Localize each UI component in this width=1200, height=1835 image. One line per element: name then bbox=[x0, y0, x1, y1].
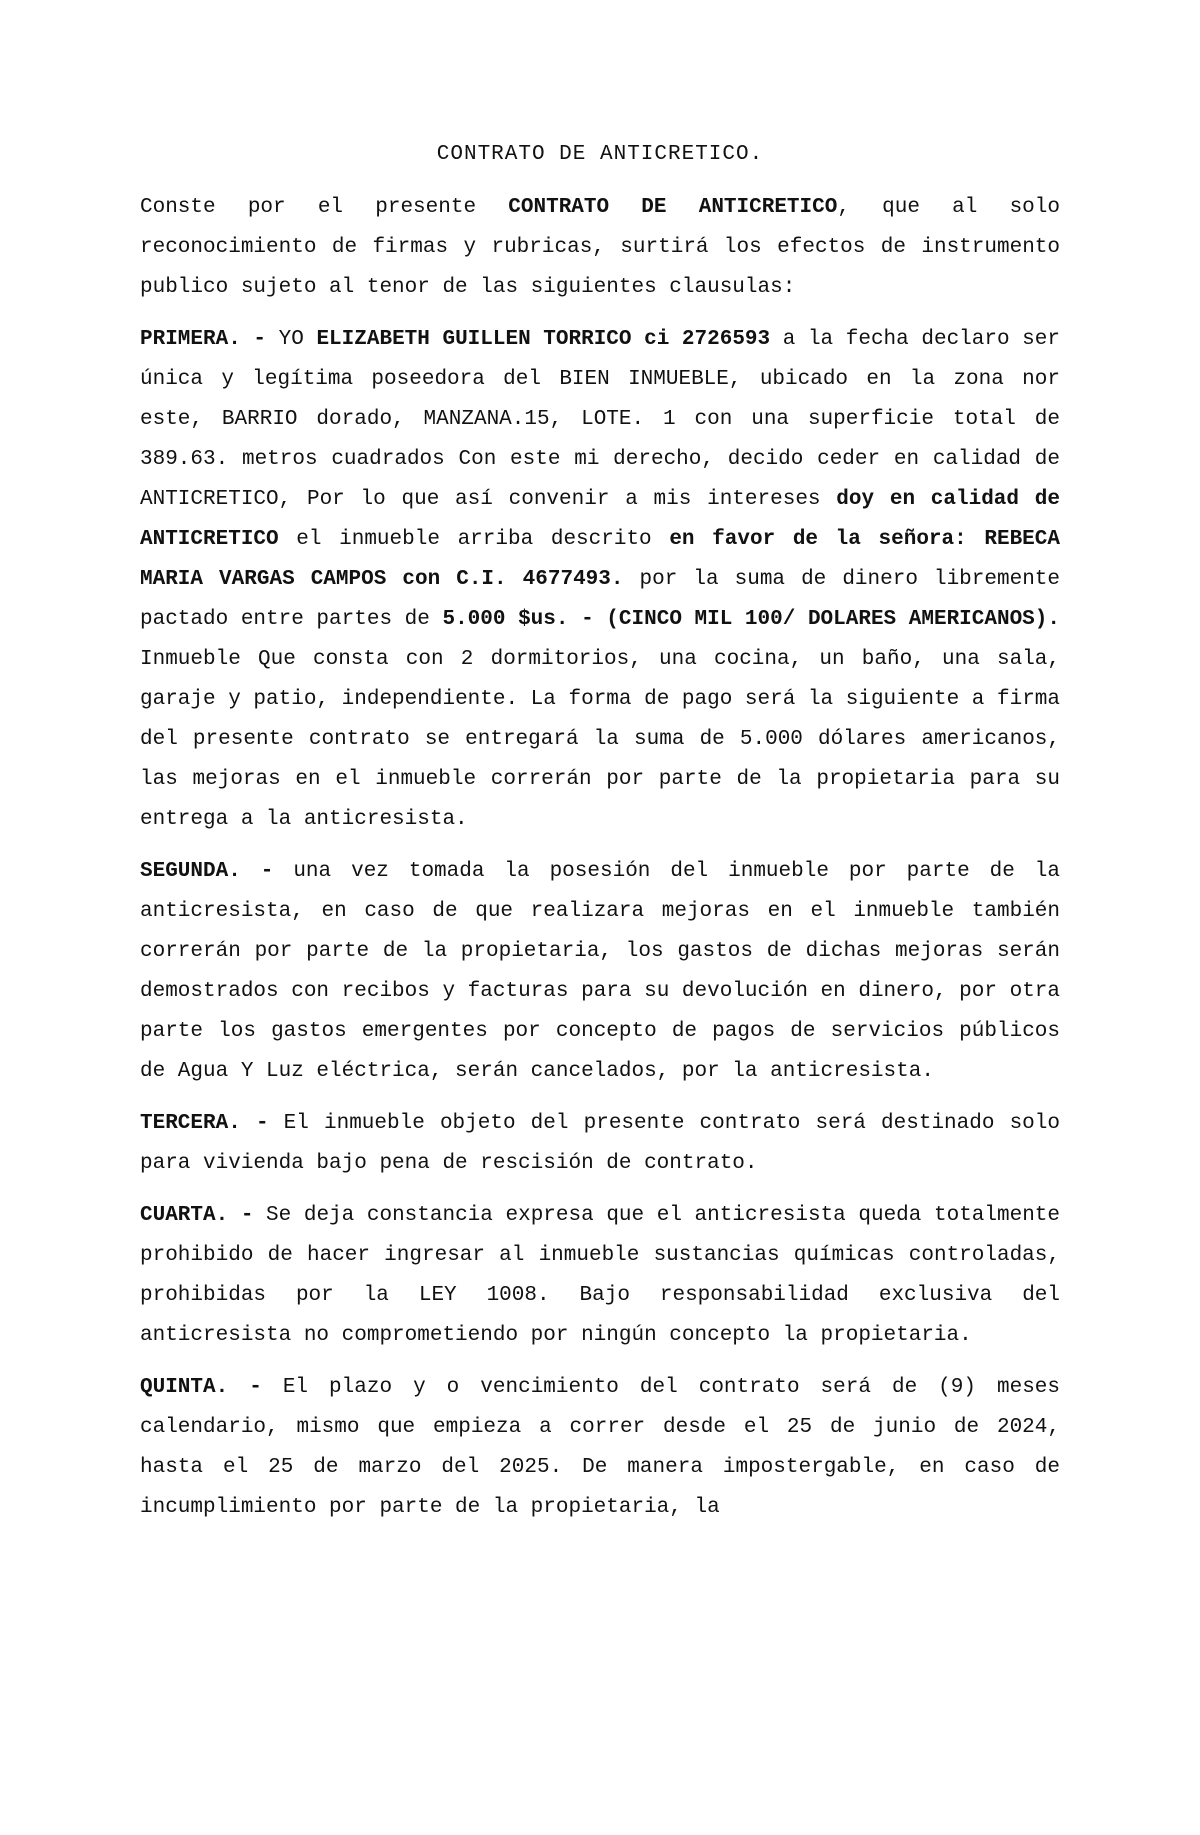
primera-text-2: a la fecha declaro ser única y legítima poseedora del BIEN INMUEBLE, ubicado en la zona nor este, BARRIO dorado, MANZANA.15, LOTE. 1 con una superficie total de 389.63. metros cuadrados Con este mi derecho, decido ceder en calidad de ANTICRETICO, Por lo que así convenir a mis intereses bbox=[140, 328, 1060, 511]
primera-owner-name: ELIZABETH GUILLEN TORRICO ci 2726593 bbox=[316, 328, 771, 351]
clause-segunda-heading: SEGUNDA. - bbox=[140, 860, 274, 883]
intro-bold-contract: CONTRATO DE ANTICRETICO bbox=[508, 196, 838, 219]
clause-quinta-heading: QUINTA. - bbox=[140, 1376, 262, 1399]
clause-tercera bbox=[140, 1104, 1060, 1184]
clause-cuarta bbox=[140, 1196, 1060, 1356]
clause-primera-heading: PRIMERA. - bbox=[140, 328, 267, 351]
primera-text-3: el inmueble arriba descrito bbox=[278, 528, 670, 551]
quinta-text: El plazo y o vencimiento del contrato será de (9) meses calendario, mismo que empieza a correr desde el 25 de junio de 2024, hasta el 25 de marzo del 2025. De manera impostergable, en caso de incumplimiento por parte de la propietaria, la bbox=[140, 1376, 1060, 1519]
clause-primera bbox=[140, 320, 1060, 840]
primera-text-5: Inmueble Que consta con 2 dormitorios, una cocina, un baño, una sala, garaje y patio, independiente. La forma de pago será la siguiente a firma del presente contrato se entregará la suma de 5.000 dólares americanos, las mejoras en el inmueble correrán por parte de la propietaria para su entrega a la anticresista. bbox=[140, 648, 1060, 831]
clause-cuarta-heading: CUARTA. - bbox=[140, 1204, 254, 1227]
document-title: CONTRATO DE ANTICRETICO. bbox=[436, 143, 764, 166]
clause-tercera-heading: TERCERA. - bbox=[140, 1112, 269, 1135]
clause-quinta bbox=[140, 1368, 1060, 1528]
cuarta-text: Se deja constancia expresa que el anticresista queda totalmente prohibido de hacer ingresar al inmueble sustancias químicas controladas, prohibidas por la LEY 1008. Bajo responsabilidad exclusiva del anticresista no comprometiendo por ningún concepto la propietaria. bbox=[140, 1204, 1061, 1347]
primera-beneficiary: en favor de la señora: REBECA MARIA VARGAS CAMPOS con C.I. 4677493. bbox=[140, 528, 1060, 591]
tercera-text: El inmueble objeto del presente contrato será destinado solo para vivienda bajo pena de rescisión de contrato. bbox=[140, 1112, 1060, 1175]
intro-text-2: , que al solo reconocimiento de firmas y rubricas, surtirá los efectos de instrumento publico sujeto al tenor de las siguientes clausulas: bbox=[140, 196, 1060, 299]
primera-amount: 5.000 $us. - (CINCO MIL 100/ DOLARES AMERICANOS). bbox=[442, 608, 1060, 631]
clause-segunda bbox=[140, 852, 1060, 1092]
primera-bold-anticretico: doy en calidad de ANTICRETICO bbox=[140, 488, 1060, 551]
primera-text-4: por la suma de dinero libremente pactado entre partes de bbox=[140, 568, 1060, 631]
segunda-text: una vez tomada la posesión del inmueble por parte de la anticresista, en caso de que realizara mejoras en el inmueble también correrán por parte de la propietaria, los gastos de dichas mejoras serán demostrados con recibos y facturas para su devolución en dinero, por otra parte los gastos emergentes por concepto de pagos de servicios públicos de Agua Y Luz eléctrica, serán cancelados, por la anticresista. bbox=[140, 860, 1060, 1083]
primera-text-1: YO bbox=[266, 328, 317, 351]
intro-paragraph bbox=[140, 188, 1060, 308]
intro-text-1: Conste por el presente bbox=[140, 196, 509, 219]
